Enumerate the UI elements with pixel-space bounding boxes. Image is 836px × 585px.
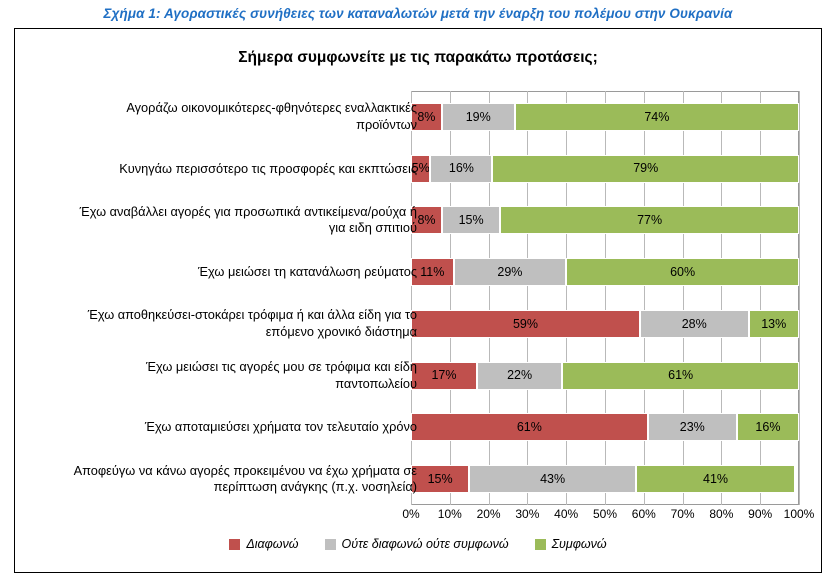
bar-segment [411, 362, 477, 390]
bar-segment [562, 362, 799, 390]
x-tick-label: 80% [709, 507, 734, 521]
bar-segment [442, 206, 500, 234]
bar-row [411, 310, 799, 338]
gridline [644, 91, 645, 505]
bar-segment-label: 11% [420, 264, 445, 279]
bar-segment-label: 59% [512, 316, 538, 331]
bar-segment [640, 310, 749, 338]
bar-segment [749, 310, 799, 338]
bar-segment [500, 206, 799, 234]
legend-item [229, 537, 298, 551]
bar-segment-label: 61% [516, 420, 542, 435]
x-axis-tick-labels [402, 507, 815, 527]
bar-segment-label: 5% [411, 161, 430, 176]
plot-area [411, 91, 799, 505]
legend-label: Διαφωνώ [246, 537, 299, 551]
bar-segment [469, 465, 636, 493]
legend-swatch [229, 539, 240, 550]
bar-row [411, 103, 799, 131]
bar-segment [442, 103, 515, 131]
bar-segment-label: 43% [540, 471, 566, 486]
bar-row [411, 155, 799, 183]
bar-segment-label: 15% [458, 213, 484, 228]
bar-row [411, 362, 799, 390]
bar-segment-label: 29% [497, 264, 523, 279]
bar-segment-label: 8% [417, 109, 436, 124]
x-tick-label: 20% [476, 507, 501, 521]
x-tick-label: 100% [783, 507, 815, 521]
bar-segment-label: 8% [417, 213, 436, 228]
gridline [527, 91, 528, 505]
bar-segment-label: 16% [448, 161, 474, 176]
bar-segment [454, 258, 567, 286]
bar-segment-label: 79% [633, 161, 659, 176]
x-tick-label: 10% [437, 507, 462, 521]
x-tick-label: 0% [402, 507, 420, 521]
category-label: Αποφεύγω να κάνω αγορές προκειμένου να έχω χρήματα σε περίπτωση ανάγκης (π.χ. νοσηλεία) [73, 462, 417, 494]
gridline [450, 91, 451, 505]
x-tick-label: 90% [748, 507, 773, 521]
x-tick-label: 40% [554, 507, 579, 521]
bar-segment-label: 23% [679, 420, 705, 435]
x-tick-label: 30% [515, 507, 540, 521]
x-tick-label: 50% [592, 507, 618, 521]
bar-segment-label: 60% [670, 264, 696, 279]
gridline [760, 91, 761, 505]
bar-row [411, 258, 799, 286]
bar-segment [411, 310, 640, 338]
category-label: Έχω αναβάλλει αγορές για προσωπικά αντικείμενα/ρούχα ή για ειδη σπιτιού [79, 203, 417, 236]
chart-legend [15, 537, 821, 551]
bar-segment [477, 362, 562, 390]
bar-segment-label: 22% [507, 368, 533, 383]
bar-segment-label: 19% [465, 109, 491, 124]
bar-segment-label: 17% [431, 368, 457, 383]
legend-item [535, 537, 607, 551]
gridline [605, 91, 606, 505]
category-label: Αγοράζω οικονομικότερες-φθηνότερες εναλλακτικές προϊόντων [126, 100, 417, 132]
bar-segment-label: 13% [761, 316, 787, 331]
category-label: Έχω αποθηκεύσει-στοκάρει τρόφιμα ή και άλλα είδη για το επόμενο χρονικό διάστημα [87, 307, 417, 339]
chart-title: Σήμερα συμφωνείτε με τις παρακάτω προτάσεις; [238, 49, 598, 66]
bar-segment-label: 41% [703, 471, 729, 486]
bar-row [411, 413, 799, 441]
gridline [411, 91, 412, 505]
gridline [683, 91, 684, 505]
bar-segment [737, 413, 799, 441]
x-tick-label: 70% [670, 507, 695, 521]
gridline [799, 91, 800, 505]
legend-item [325, 537, 509, 551]
bar-segment [411, 465, 469, 493]
bar-segment-label: 28% [681, 316, 707, 331]
legend-label: Ούτε διαφωνώ ούτε συμφωνώ [341, 537, 509, 551]
bar-segment [648, 413, 737, 441]
bar-segment [566, 258, 799, 286]
legend-swatch [325, 539, 336, 550]
gridline [721, 91, 722, 505]
bar-segment [492, 155, 799, 183]
bar-row [411, 465, 799, 493]
bar-segment [411, 258, 454, 286]
bar-segment-label: 16% [755, 420, 781, 435]
figure-caption: Σχήμα 1: Αγοραστικές συνήθειες των καταναλωτών μετά την έναρξη του πολέμου στην Ουκρανία [103, 6, 733, 21]
category-label: Κυνηγάω περισσότερο τις προσφορές και εκπτώσεις [119, 160, 417, 176]
category-label: Έχω μειώσει τις αγορές μου σε τρόφιμα και είδη παντοπωλείου [145, 359, 417, 391]
bar-segment-label: 77% [637, 213, 663, 228]
x-tick-label: 60% [631, 507, 656, 521]
bar-segment-label: 15% [427, 471, 453, 486]
gridline [566, 91, 567, 505]
chart-container [14, 28, 822, 573]
bar-segment [515, 103, 799, 131]
bar-segment-label: 74% [644, 109, 670, 124]
bar-segment [430, 155, 492, 183]
category-label: Έχω μειώσει τη κατανάλωση ρεύματος [198, 264, 417, 280]
gridline [489, 91, 490, 505]
category-label: Έχω αποταμιεύσει χρήματα τον τελευταίο χρόνο [144, 419, 417, 435]
bar-segment [411, 413, 648, 441]
legend-swatch [535, 539, 546, 550]
legend-label: Συμφωνώ [551, 537, 607, 551]
bar-row [411, 206, 799, 234]
bar-segment-label: 61% [668, 368, 694, 383]
bar-segment [636, 465, 795, 493]
